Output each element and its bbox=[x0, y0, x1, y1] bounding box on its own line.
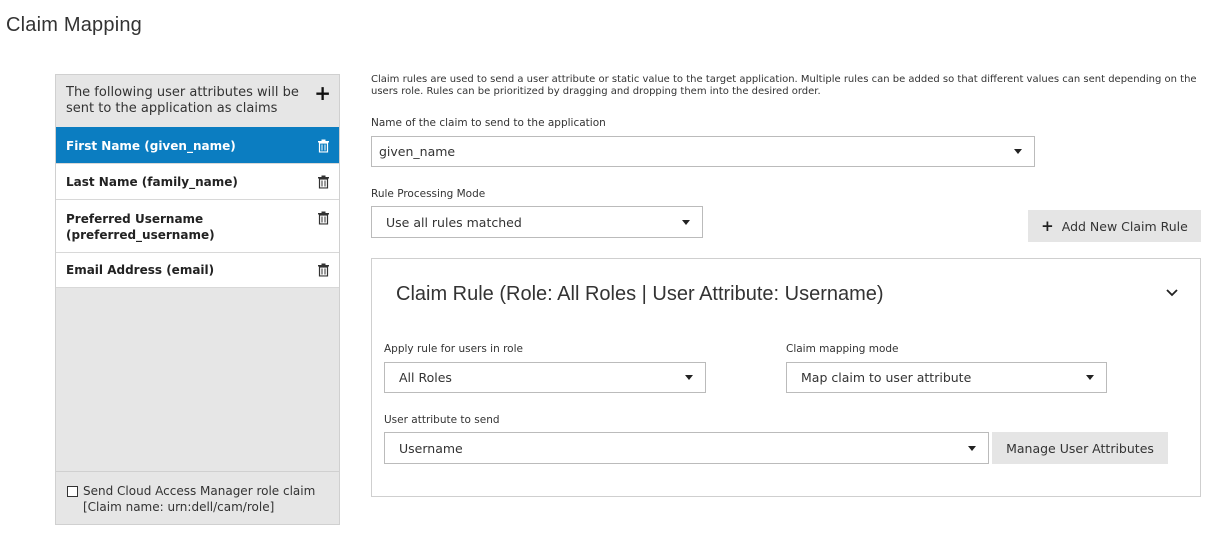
claim-rules-description: Claim rules are used to send a user attribute or static value to the target application. Multiple rules can be added so that different values can sent depending on the users role. Rules can be prioritized by dragging and dropping them into the desired order. bbox=[371, 74, 1197, 97]
user-attribute-label: User attribute to send bbox=[384, 414, 500, 426]
chevron-down-icon bbox=[1086, 375, 1094, 380]
attribute-item-label: First Name (given_name) bbox=[66, 138, 236, 153]
attribute-panel-header-text: The following user attributes will be sent to the application as claims bbox=[66, 85, 299, 116]
role-claim-checkbox[interactable] bbox=[67, 486, 78, 497]
attribute-list bbox=[56, 127, 339, 288]
role-claim-label: Send Cloud Access Manager role claim [Claim name: urn:dell/cam/role] bbox=[83, 484, 316, 514]
trash-icon[interactable] bbox=[318, 212, 329, 225]
mapping-mode-select[interactable] bbox=[786, 362, 1107, 393]
role-claim-option bbox=[56, 471, 339, 524]
plus-icon[interactable]: + bbox=[314, 81, 331, 105]
rule-role-select[interactable] bbox=[384, 362, 706, 393]
rule-role-label: Apply rule for users in role bbox=[384, 343, 523, 355]
chevron-down-icon bbox=[685, 375, 693, 380]
claim-rule-title: Claim Rule (Role: All Roles | User Attribute: Username) bbox=[396, 283, 884, 305]
chevron-down-icon[interactable] bbox=[1166, 289, 1178, 297]
attribute-panel bbox=[55, 74, 340, 525]
page-title: Claim Mapping bbox=[6, 14, 142, 36]
manage-user-attributes-label: Manage User Attributes bbox=[1006, 440, 1154, 456]
user-attribute-select[interactable] bbox=[384, 432, 989, 464]
chevron-down-icon bbox=[968, 446, 976, 451]
claim-name-label: Name of the claim to send to the application bbox=[371, 117, 606, 129]
add-claim-rule-label: Add New Claim Rule bbox=[1061, 218, 1188, 234]
attribute-item-given-name[interactable] bbox=[56, 127, 339, 163]
processing-mode-select[interactable] bbox=[371, 206, 703, 238]
plus-icon: + bbox=[1041, 217, 1054, 235]
user-attribute-value: Username bbox=[399, 440, 463, 456]
mapping-mode-value: Map claim to user attribute bbox=[801, 370, 972, 385]
attribute-item-email[interactable] bbox=[56, 252, 339, 288]
mapping-mode-label: Claim mapping mode bbox=[786, 343, 899, 355]
attribute-panel-header bbox=[56, 75, 339, 127]
trash-icon[interactable] bbox=[318, 175, 329, 188]
manage-user-attributes-button[interactable] bbox=[992, 432, 1168, 464]
chevron-down-icon bbox=[682, 220, 690, 225]
trash-icon[interactable] bbox=[318, 264, 329, 277]
processing-mode-value: Use all rules matched bbox=[386, 214, 522, 230]
attribute-item-label: Last Name (family_name) bbox=[66, 174, 238, 189]
rule-role-value: All Roles bbox=[399, 370, 452, 385]
add-claim-rule-button[interactable] bbox=[1028, 210, 1201, 242]
attribute-item-label: Preferred Username (preferred_username) bbox=[66, 212, 215, 242]
processing-mode-label: Rule Processing Mode bbox=[371, 188, 486, 200]
claim-name-value: given_name bbox=[379, 144, 456, 159]
attribute-item-label: Email Address (email) bbox=[66, 263, 215, 277]
claim-name-select[interactable] bbox=[371, 136, 1035, 167]
trash-icon[interactable] bbox=[318, 139, 329, 152]
attribute-item-preferred-username[interactable] bbox=[56, 199, 339, 252]
chevron-down-icon bbox=[1014, 149, 1022, 154]
attribute-item-family-name[interactable] bbox=[56, 163, 339, 199]
